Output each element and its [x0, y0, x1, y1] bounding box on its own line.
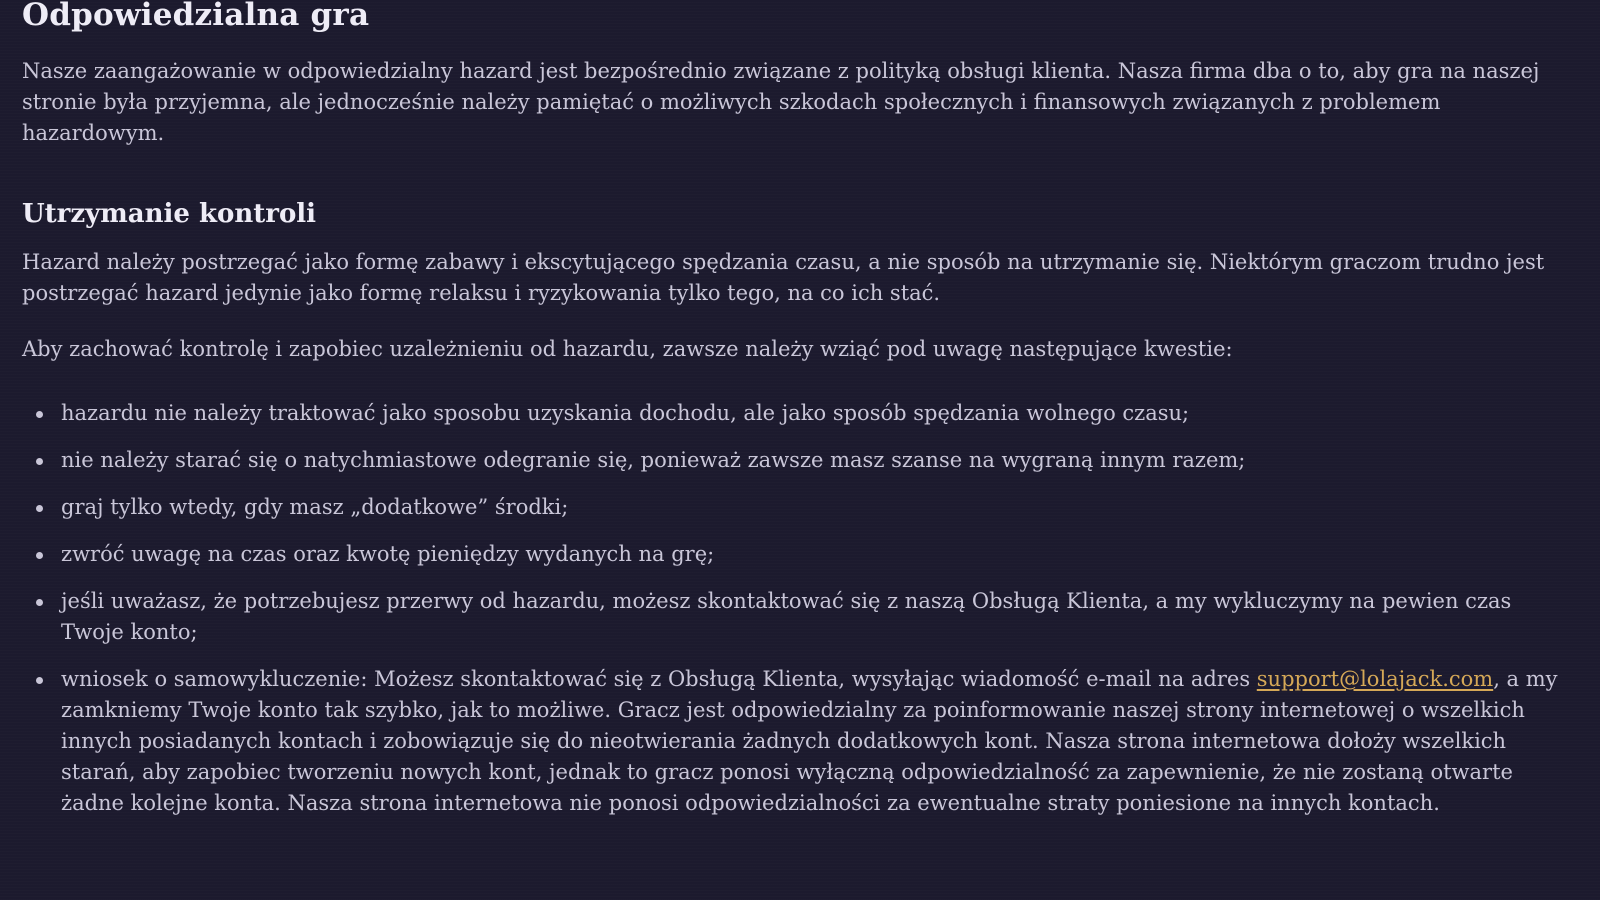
control-tips-list: [22, 398, 1578, 835]
bullet-icon: [36, 677, 43, 684]
list-item-text: zwróć uwagę na czas oraz kwotę pieniędzy wydanych na grę;: [61, 542, 715, 566]
list-item: [22, 492, 1578, 523]
list-item-text: hazardu nie należy traktować jako sposobu uzyskania dochodu, ale jako sposób spędzania wolnego czasu;: [61, 401, 1190, 425]
list-item-self-exclusion: [22, 664, 1578, 819]
bullet-icon: [36, 552, 43, 559]
intro-paragraph: Nasze zaangażowanie w odpowiedzialny hazard jest bezpośrednio związane z polityką obsługi klienta. Nasza firma dba o to, aby gra na naszej stronie była przyjemna, ale jednocześnie należy pamiętać o możliwych szkodach społecznych i finansowych związanych z problemem hazardowym.: [22, 59, 1540, 145]
list-item-text: nie należy starać się o natychmiastowe odegranie się, ponieważ zawsze masz szanse na wygraną innym razem;: [61, 448, 1246, 472]
bullet-icon: [36, 411, 43, 418]
section-title: Utrzymanie kontroli: [22, 199, 317, 229]
bullet-icon: [36, 458, 43, 465]
self-exclusion-text-suffix: , a my zamkniemy Twoje konto tak szybko, jak to możliwe. Gracz jest odpowiedzialny za poinformowanie naszej strony internetowej o wszelkich innych posiadanych kontach i zobowiązuje się do nieotwierania żadnych dodatkowych kont. Nasza strona internetowa dołoży wszelkich starań, aby zapobiec tworzeniu nowych kont, jednak to gracz ponosi wyłączną odpowiedzialność za zapewnienie, że nie zostaną otwarte żadne kolejne konta. Nasza strona internetowa nie ponosi odpowiedzialności za ewentualne straty poniesione na innych kontach.: [61, 667, 1558, 815]
list-item: [22, 586, 1578, 648]
section-paragraph-1: Hazard należy postrzegać jako formę zabawy i ekscytującego spędzania czasu, a nie sposób na utrzymanie się. Niektórym graczom trudno jest postrzegać hazard jedynie jako formę relaksu i ryzykowania tylko tego, na co ich stać.: [22, 250, 1545, 305]
self-exclusion-text-prefix: wniosek o samowykluczenie: Możesz skontaktować się z Obsługą Klienta, wysyłając wiadomość e-mail na adres: [61, 667, 1257, 691]
bullet-icon: [36, 505, 43, 512]
page-title: Odpowiedzialna gra: [22, 0, 370, 33]
list-item: [22, 539, 1578, 570]
list-item-text: graj tylko wtedy, gdy masz „dodatkowe” środki;: [61, 495, 569, 519]
list-item: [22, 445, 1578, 476]
list-item: [22, 398, 1578, 429]
list-item-text: jeśli uważasz, że potrzebujesz przerwy od hazardu, możesz skontaktować się z naszą Obsługą Klienta, a my wykluczymy na pewien czas Twoje konto;: [61, 589, 1512, 644]
section-paragraph-2: Aby zachować kontrolę i zapobiec uzależnieniu od hazardu, zawsze należy wziąć pod uwagę następujące kwestie:: [22, 337, 1233, 361]
support-email-link[interactable]: support@lolajack.com: [1256, 667, 1494, 691]
bullet-icon: [36, 599, 43, 606]
